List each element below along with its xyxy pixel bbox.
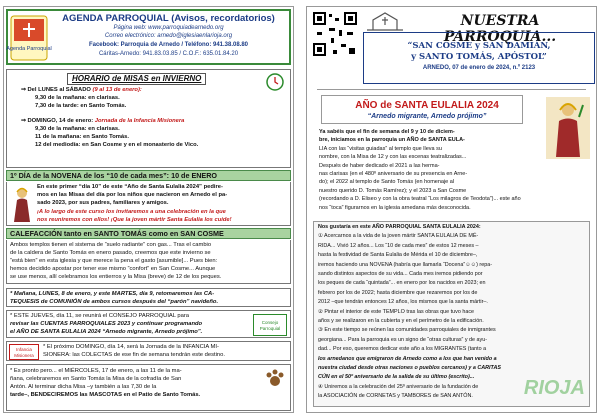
horario-section	[6, 69, 291, 168]
calefaccion-title: CALEFACCIÓN tanto en SANTO TOMÁS como en SAN COSME	[10, 229, 224, 238]
aviso-text: TEQUESIS de COMUNIÓN de ambos cursos después del “parón” navideño.	[10, 299, 219, 305]
novena-invite: nos reuniremos con ellos! ¡Que la joven mártir Santa Eulalia los cuide!	[37, 217, 232, 223]
objetivos-line: los peques de cada “quintada”... en enero por los nacidos en 2023; en	[318, 280, 486, 287]
horario-title: HORARIO de MISAS en INVIERNO	[67, 73, 206, 85]
novena-text: sado 2023, por sus padres, familiares y amigos.	[37, 200, 169, 206]
aviso-text: el AÑO DE SANTA EULALIA 2024 “Arnedo migrante, Arnedo prójimo”.	[10, 329, 203, 335]
objetivos-line: ③ En este tiempo se reúnen las comunidades parroquiales de inmigrantes	[318, 327, 496, 334]
calefaccion-text: se use menos, allí celebramos los entierros y la Misa (breve) de 12 de los peques.	[10, 274, 222, 280]
email-text: Correo electrónico: arnedo@iglesiaenlarioja.org	[104, 33, 233, 39]
aviso-text: SIONERA: las COLECTAS de ese fin de semana tendrán este destino.	[43, 352, 225, 358]
objetivos-heading: Nos gustaría en este AÑO PARROQUIAL SANTA EULALIA 2024:	[318, 224, 481, 230]
nuestra-parroquia-title: NUESTRA PARROQUIA...	[443, 13, 557, 45]
agenda-logo-icon	[6, 15, 52, 61]
parish-name-line2: y SANTO TOMÁS, APÓSTOL”	[411, 52, 547, 62]
facebook-phone-text: Facebook: Parroquia de Arnedo / Teléfono: 941.38.08.80	[88, 42, 249, 48]
divider	[317, 89, 586, 90]
eulalia-subtitle: “Arnedo migrante, Arnedo prójimo”	[367, 113, 487, 120]
novena-invite: ¡A lo largo de este curso los invitaremos a una celebración en la que	[37, 209, 226, 215]
objetivos-box	[313, 221, 590, 407]
website-text: Página web: www.parroquiadearnedo.org	[113, 25, 224, 31]
objetivos-line: RIDA... Vivió 12 años... Los “10 de cada mes” de estos 12 meses –	[318, 242, 479, 249]
objetivos-line: iremos haciendo una NOVENA (habría que llamarla “Docena”☺☺) repa-	[318, 261, 493, 268]
aviso-text: ñana, celebraremos en Santo Tomás la Misa de la cofradía de San	[10, 376, 182, 382]
novena-text: mos en las Misas del día por los niños que nacieron en Arnedo el pa-	[37, 192, 228, 198]
intro-line: Ya sabéis que el fin de semana del 9 y 10 de diciem-	[319, 129, 455, 135]
objetivos-line: ② Pintar el interior de este TEMPLO tras las obras que tuvo hace	[318, 308, 475, 315]
horario-sunday-heading: ⇒ DOMINGO, 14 de enero: Jornada de la Infancia Misionera	[21, 118, 185, 124]
aviso-text: * ESTE JUEVES, día 11, se reunirá el CONSEJO PARROQUIAL para	[10, 313, 190, 319]
horario-line: 7,30 de la tarde: en Santo Tomás.	[35, 103, 127, 109]
intro-line: Después de haber dedicado el 2021 a las herma-	[319, 162, 440, 169]
logo-text: Agenda Parroquial	[6, 46, 52, 52]
pets-icon	[264, 368, 286, 390]
objetivos-line: 2012 –que tendrán entonces 12 años, los mismos que la santa mártir–.	[318, 299, 488, 306]
objetivos-line: CÚN en el 50º aniversario de la salida de su último (escrito)...	[318, 374, 475, 381]
caritas-text: Cáritas-Arnedo: 941.83.03.85 / C.O.F.: 635.01.84.20	[98, 51, 239, 57]
horario-line: 9,30 de la mañana: en clarisas.	[35, 95, 120, 101]
horario-line: 11 de la mañana: en Santo Tomás.	[35, 134, 129, 140]
parish-name-line1: “SAN COSME y SAN DAMIÁN,	[407, 41, 551, 51]
calefaccion-text: hemos decidido apostar por tener ese mismo “confort” en San Cosme... Aunque	[10, 266, 216, 272]
aviso-infancia	[6, 341, 291, 361]
aviso-text: revisar las CUENTAS PARROQUIALES 2023 y continuar programando	[10, 321, 203, 327]
objetivos-line: los arnedanos que emigraron de Arnedo como a los que han venido a	[318, 355, 497, 362]
aviso-text: * El próximo DOMINGO, día 14, será la Jornada de la INFANCIA MI-	[43, 344, 219, 350]
issue-date: ARNEDO, 07 de enero de 2024, n.º 2123	[422, 65, 536, 71]
calefaccion-text: de la caldera de Santo Tomás en enero pasado, creemos que este invierno se	[10, 250, 211, 256]
calefaccion-text: “está bien” en esta iglesia y que merece la pena el gasto [asumible]... Pues bien:	[10, 258, 218, 264]
intro-line: bre, iniciamos en la parroquia un AÑO de SANTA EULA-	[319, 137, 465, 144]
aviso-text: tarde–, BENDECIREMOS las MASCOTAS en el Patio de Santo Tomás.	[10, 392, 201, 398]
aviso-text: Antón. Al terminar dicha Misa –y también a las 7,30 de la	[10, 384, 157, 390]
horario-weekday-heading: ⇒ Del LUNES al SÁBADO (9 al 13 de enero):	[21, 87, 142, 93]
objetivos-line: sando distintos aspectos de su vida... Cada mes iremos pidiendo por	[318, 271, 483, 277]
intro-line: nuestro querido D. Tomás Ramírez); y el 2023 a San Cosme	[319, 187, 467, 194]
hoja-parroquial-page	[306, 6, 597, 413]
novena-text: En este primer “día 10” de este “Año de Santa Eulalia 2024” pedire-	[37, 184, 223, 190]
calefaccion-section	[6, 240, 291, 284]
aviso-san-anton	[6, 364, 291, 411]
objetivos-line: georgiana... Para la parroquia es un signo de “otras culturas” y de ayu-	[318, 336, 488, 343]
aviso-consejo	[6, 310, 291, 338]
agenda-page	[3, 6, 294, 413]
intro-line: (recordando a D. Eliseo y con la obra teatral “Los milagros de Teodota”)... este año	[319, 196, 521, 203]
novena-section	[6, 182, 291, 226]
parish-name-box	[363, 32, 595, 84]
intro-line: do); el 2022 al templo de Santo Tomás (en homenaje al	[319, 179, 455, 186]
novena-title: 1º DÍA de la NOVENA de los “10 de cada mes”: 10 de ENERO	[10, 171, 218, 180]
aviso-catequesis	[6, 288, 291, 307]
intro-line: nombre, con la Misa de 12 y con las escenas teatralizadas...	[319, 154, 467, 161]
consejo-logo: Consejo Parroquial	[253, 314, 287, 336]
objetivos-line: nuestra ciudad desde otras naciones o pueblos cercanos) y a CARITAS	[318, 365, 501, 371]
calefaccion-title-bar	[6, 228, 291, 239]
santa-eulalia-icon	[546, 97, 590, 159]
agenda-title: AGENDA PARROQUIAL (Avisos, recordatorios)	[62, 13, 275, 24]
qr-code-icon	[311, 10, 359, 58]
objetivos-line: la ASOCIACIÓN de CORNETAS y TAMBORES de SAN ANTÓN.	[318, 393, 473, 400]
church-emblem-icon	[363, 10, 407, 32]
clock-icon	[266, 73, 284, 91]
objetivos-line: dad... Por eso, queremos dedicar este año a los MIGRANTES (tanto a	[318, 346, 487, 353]
intro-line: nos “toca” figurarnos en la iglesia arnedana más desconocida.	[319, 204, 471, 211]
intro-line: nas clarisas (en el 480º aniversario de su presencia en Arne-	[319, 171, 468, 177]
calefaccion-text: Ambos templos tienen el sistema de “suelo radiante” con gas... Tras el cambio	[10, 242, 212, 248]
aviso-text: * Mañana, LUNES, 8 de enero, y este MARTES, día 9, retomaremos las CA-	[10, 291, 215, 297]
objetivos-line: febrero por los de 2022; hasta diciembre que rezaremos por los de	[318, 289, 478, 296]
eulalia-title: AÑO de SANTA EULALIA 2024	[355, 100, 499, 111]
intro-line: LIA con las “visitas guiadas” al templo que lleva su	[319, 145, 442, 152]
objetivos-line: ④ Uniremos a la celebración del 25º aniversario de la fundación de	[318, 383, 479, 390]
objetivos-line: hasta la festividad de Santa Eulalia de Mérida el 10 de diciembre–,	[318, 252, 478, 259]
horario-line: 12 del mediodía: en San Cosme y en el monasterio de Vico.	[35, 142, 199, 148]
rioja-watermark: RIOJA	[523, 377, 585, 399]
santa-eulalia-small-icon	[11, 186, 33, 222]
infancia-logo: Infancia Misionera	[9, 344, 39, 360]
agenda-header	[6, 9, 291, 65]
horario-line: 9,30 de la mañana: en clarisas.	[35, 126, 120, 132]
novena-title-bar	[6, 170, 291, 181]
objetivos-line: ① Acercarnos a la vida de la joven mártir SANTA EULALIA DE MÉ-	[318, 233, 479, 240]
objetivos-line: años y se realizaron en la cubierta y en el perímetro de la edificación.	[318, 318, 484, 324]
aviso-text: * Es pronto pero... el MIÉRCOLES, 17 de enero, a las 11 de la ma-	[10, 368, 182, 374]
